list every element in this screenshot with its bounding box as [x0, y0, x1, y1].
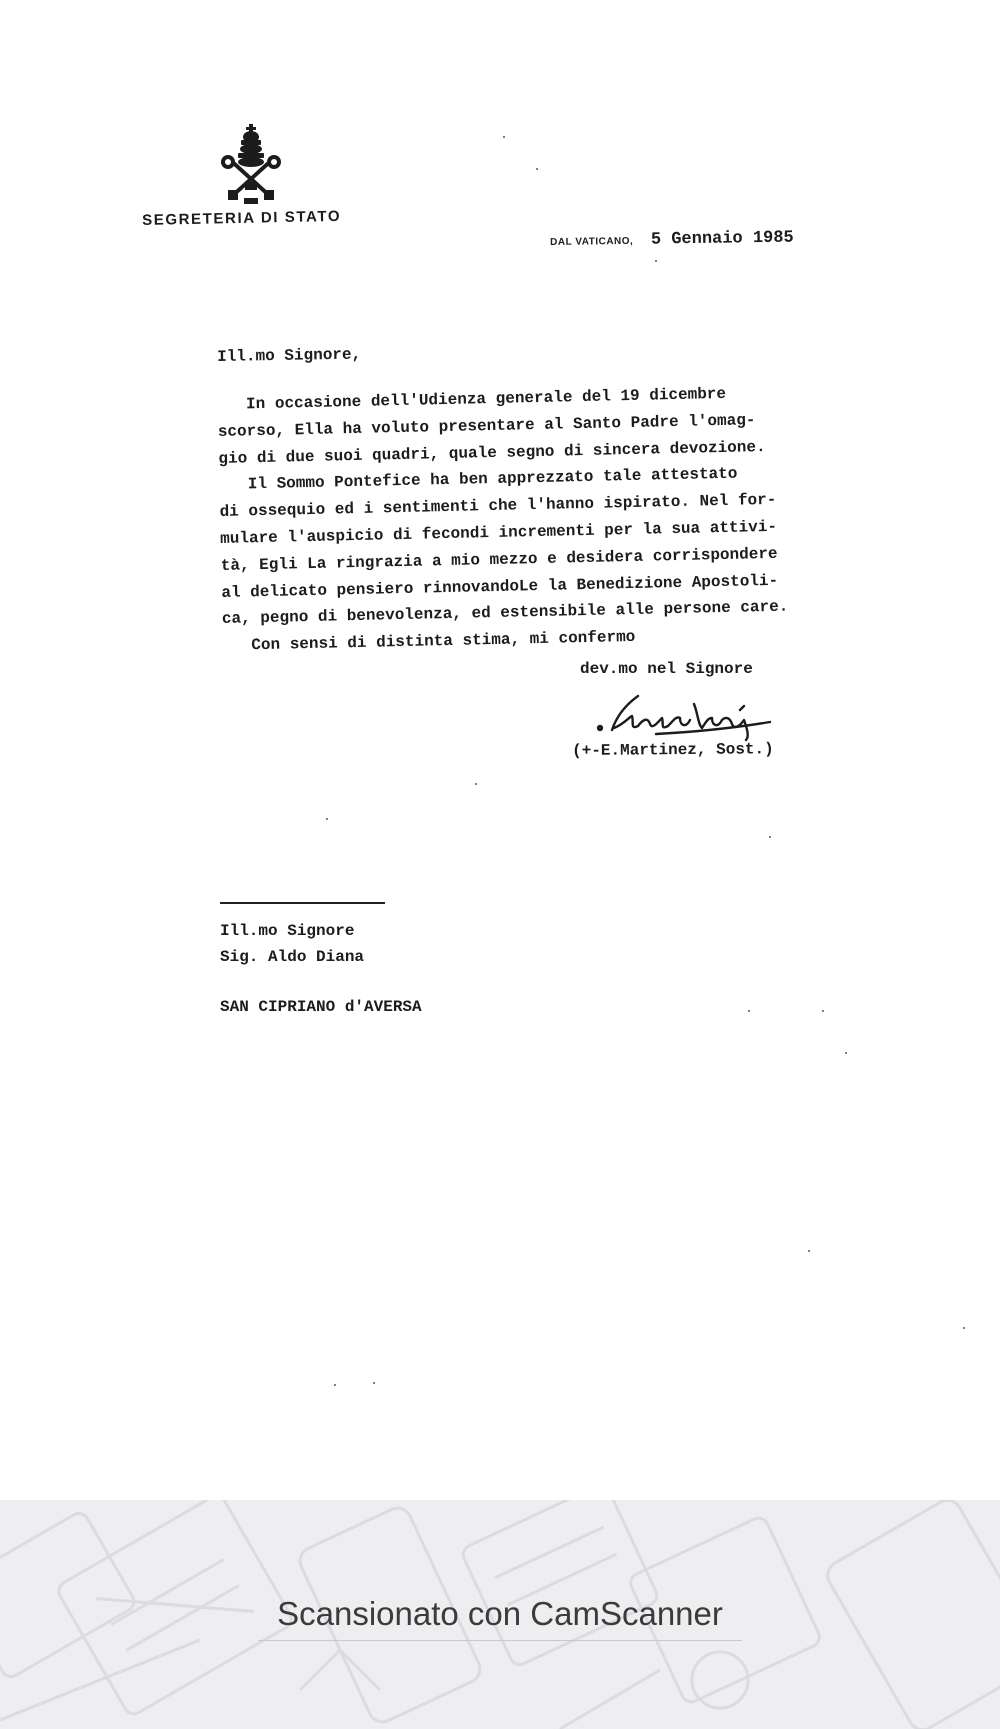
address-rule — [220, 902, 385, 904]
handwritten-signature — [594, 688, 774, 742]
scan-speck — [808, 1250, 810, 1252]
dateline — [550, 229, 794, 251]
recipient-city: SAN CIPRIANO d'AVERSA — [220, 998, 422, 1016]
camscanner-footer — [0, 1500, 1000, 1729]
scan-speck — [769, 836, 771, 838]
scan-speck — [536, 168, 538, 170]
scan-speck — [845, 1052, 847, 1054]
scan-speck — [655, 260, 657, 262]
body-line: di ossequio ed i sentimenti che l'hanno ispirato. Nel for- — [219, 491, 777, 522]
scan-speck — [963, 1327, 965, 1329]
body-line: In occasione dell'Udienza generale del 19 dicembre — [217, 384, 727, 414]
recipient-name: Sig. Aldo Diana — [220, 948, 365, 966]
scan-speck — [822, 1010, 824, 1012]
scan-speck — [503, 136, 505, 138]
scan-speck — [373, 1382, 375, 1384]
date-prefix: DAL VATICANO, — [550, 235, 634, 248]
recipient-address — [220, 918, 364, 970]
body-line: scorso, Ella ha voluto presentare al Santo Padre l'omag- — [217, 411, 756, 441]
body-line: Con sensi di distinta stima, mi confermo — [222, 628, 636, 656]
caption-underline — [258, 1640, 742, 1641]
scan-speck — [326, 818, 328, 820]
closing-formula: dev.mo nel Signore — [580, 660, 753, 678]
scan-speck — [334, 1384, 336, 1386]
body-line: Il Sommo Pontefice ha ben apprezzato tale attestato — [218, 465, 738, 495]
scan-speck — [748, 1010, 750, 1012]
body-line: al delicato pensiero rinnovandoLe la Benedizione Apostoli- — [221, 571, 779, 602]
body-line: tà, Egli La ringrazia a mio mezzo e desidera corrispondere — [220, 544, 778, 575]
papal-keys-tiara-icon — [218, 124, 284, 206]
salutation: Ill.mo Signore, — [217, 345, 362, 366]
body-line: ca, pegno di benevolenza, ed estensibile alle persone care. — [221, 597, 789, 629]
signatory-name: (+-E.Martinez, Sost.) — [572, 740, 774, 760]
camscanner-caption: Scansionato con CamScanner — [277, 1595, 723, 1632]
body-line: gio di due suoi quadri, quale segno di sincera devozione. — [218, 437, 766, 468]
recipient-title: Ill.mo Signore — [220, 922, 355, 940]
body-line: mulare l'auspicio di fecondi incrementi per la sua attivi- — [220, 517, 778, 548]
office-name: SEGRETERIA DI STATO — [142, 207, 342, 229]
letter-body — [217, 378, 843, 659]
letter-date: 5 Gennaio 1985 — [650, 228, 794, 250]
scan-speck — [475, 783, 477, 785]
